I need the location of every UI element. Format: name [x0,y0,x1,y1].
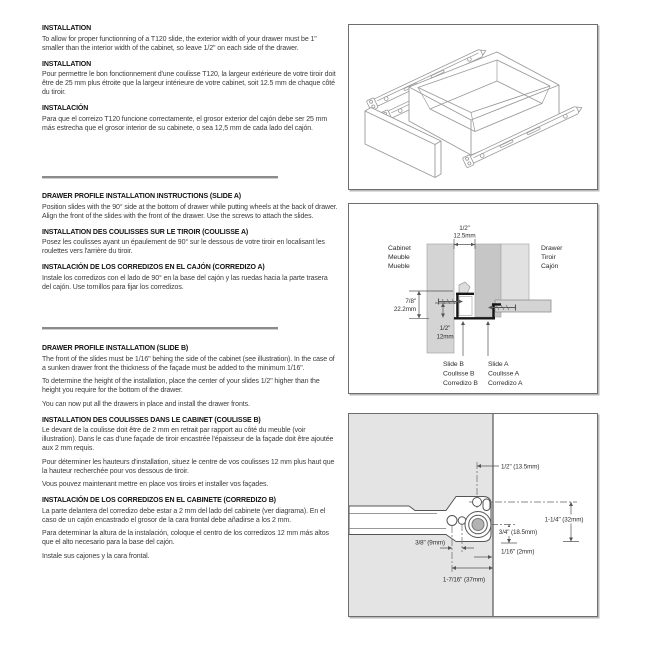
slide-a-label-en: Slide A [488,361,509,368]
drawer-bottom-panel [495,300,551,312]
slide-a-fr-heading: INSTALLATION DES COULISSES SUR LE TIROIR (COULISSE A) [42,228,249,236]
drawer-label-es: Cajón [541,263,559,270]
adjustment-slot [483,499,490,511]
cross-section-illustration [349,204,597,393]
drawer-label-en: Drawer [541,245,563,252]
cabinet-label-fr: Meuble [388,254,410,261]
section-slide-b [42,344,338,561]
total-height-dimension [541,502,587,542]
slide-b-es-paragraph-3: Instale sus cajones y la cara frontal. [42,552,150,560]
section-divider [42,176,278,178]
slide-a-label-es: Corredizo A [488,380,523,387]
front-gap-dim-text: 1/16" (2mm) [501,548,535,556]
slide-dimensions-illustration [349,414,597,616]
slide-b-fr-paragraph-2: Pour déterminer les hauteurs d'installation, situez le centre de vos coulisses 12 mm plus haut que la hauteur recherchée pour vos dessous de tiroir. [42,458,335,475]
install-es-paragraph: Para que el correizo T120 funcione correctamente, el grosor exterior del cajón debe ser 25 mm más estrecha que el grosor interior de su cabinete, o sea 12,5 mm de cada lado del cajón. [42,115,328,132]
install-es-block [42,104,338,133]
slide-b-fr-paragraph-1: Le devant de la coulisse doit être de 2 mm en retrait par rapport au côté du meuble (voir illustration). Dans le cas d'une façade de tiroir encastrée l'épaisseur de la façade doit être ajoutée aux 2 mm requis. [42,427,334,452]
install-en-paragraph: To allow for proper functionning of a T120 slide, the exterior width of your drawer must be 1" smaller than the interior width of the cabinet, so leave 1/2" on each side of the drawer. [42,35,317,52]
slide-b-label-en: Slide B [443,361,464,368]
cabinet-label-es: Mueble [388,263,410,270]
exploded-drawer-diagram [348,24,598,190]
slide-a-es-block [42,263,338,292]
total-height-dim-text: 1-1/4" (32mm) [544,516,584,524]
front-to-hole-dim-text: 1-7/16" (37mm) [442,576,486,584]
gap-dim-mm: 12.5mm [453,232,476,240]
slide-b-en-heading: DRAWER PROFILE INSTALLATION (SLIDE B) [42,345,189,352]
setback-dim-text: 1/2" (13.5mm) [501,463,540,471]
slide-a-es-paragraph: Instale los corredizos con el lado de 90° en la base del cajón y las ruedas hacia la parte trasera del cajón. Use tornillos para fijar los corredizos. [42,274,328,291]
slide-b-fr-block [42,416,338,490]
slide-b-fr-paragraph-3: Vous pouvez maintenant mettre en place vos tiroirs et installer vos façades. [42,481,269,488]
slide-b-en-paragraph-2: To determine the height of the installation, place the center of your slides 1/2" higher than the height you require for the bottom of the drawer. [42,378,320,394]
exploded-drawer-illustration [349,25,597,189]
slide-a-en-paragraph: Position slides with the 90° side at the bottom of drawer while putting wheels at the back of drawer. Align the front of the slides with the front of the drawer. Use the screws to attach the slides. [42,203,338,220]
slide-a-fr-paragraph: Posez les coulisses ayant un épaulement de 90° sur le dessous de votre tiroir en localisant les roulettes vers l'arrière du tiroir. [42,239,325,255]
install-fr-paragraph: Pour permettre le bon fonctionnement d'une coulisse T120, la largeur extérieure de votre tiroir doit être de 25 mm plus étroite que la largeur intérieure de votre cabinet, soit 12.5 mm de chaque côté du tiroir. [42,71,336,96]
slide-a-en-block [42,192,338,221]
install-fr-heading: INSTALLATION [42,60,92,68]
screw-hole-left [447,516,457,526]
slide-dimensions-diagram [348,413,598,617]
install-en-block [42,24,338,53]
slide-b-fr-heading: INSTALLATION DES COULISSES DANS LE CABINET (COULISSE B) [42,416,261,424]
gap-dim-inches: 1/2" [459,225,470,232]
slide-b-label-fr: Coulisse B [443,370,475,378]
section-installation [42,24,338,133]
slide-a-label-fr: Coulisse A [488,370,520,378]
gap-dimension [453,225,475,249]
cross-section-diagram [348,203,598,394]
offset-dim-inches: 1/2" [439,325,451,332]
hole-spacing-dim-text: 3/8" (9mm) [415,539,445,547]
cabinet-label-en: Cabinet [388,245,411,252]
drawer-label [541,245,563,270]
slide-b-en-block [42,344,338,409]
slide-a-en-heading: DRAWER PROFILE INSTALLATION INSTRUCTIONS (SLIDE A) [42,193,242,200]
slide-b-hook [459,282,470,294]
height-dim-inches: 7/8" [405,298,416,305]
height-dim-mm: 22.2mm [393,306,416,313]
section-slide-a [42,192,338,292]
slide-b-label [443,361,478,387]
cabinet-label [388,245,411,270]
wheel-height-dimension [496,525,541,544]
slide-b-es-heading: INSTALACIÓN DE LOS CORREDIZOS EN EL CABINETE (CORREDIZO B) [42,497,276,504]
install-fr-block [42,60,338,98]
slide-b-es-paragraph-2: Para determinar la altura de la instalación, coloque el centro de los corredizos 12 mm más altos que el alto necesario para la base del cajón. [42,530,329,546]
section-divider [42,327,278,329]
slide-b-es-paragraph-1: La parte delantera del corredizo debe estar a 2 mm del lado del cabinete (ver diagrama). En el caso de un cajón encastrado el grosor de la cara frontal debe añadirse a los 2 mm. [42,507,326,524]
slide-b-en-paragraph-1: The front of the slides must be 1/16" behing the side of the cabinet (see illustration). In the case of a sunken drawer front the thickness of the façade must be added to the minimum 1/16". [42,355,335,372]
install-es-heading: INSTALACIÓN [42,105,89,112]
slide-a-es-heading: INSTALACIÓN DE LOS CORREDIZOS EN EL CAJÓN (CORREDIZO A) [42,264,265,271]
drawer-interior-panel [501,244,529,303]
slide-b-en-paragraph-3: You can now put all the drawers in place and install the drawer fronts. [42,400,250,408]
slide-b-label-es: Corredizo B [443,380,478,387]
slide-b-es-block [42,496,338,561]
offset-dim-mm: 12mm [436,333,454,341]
slide-a-fr-block [42,228,338,257]
install-en-heading: INSTALLATION [42,25,92,32]
slide-a-label [488,361,523,387]
slide-leader-arrows [461,321,490,356]
screw-hole-top [473,498,482,507]
drawer-label-fr: Tiroir [541,254,556,261]
roller-wheel [465,512,491,538]
wheel-height-dim-text: 3/4" (18.5mm) [498,529,538,536]
